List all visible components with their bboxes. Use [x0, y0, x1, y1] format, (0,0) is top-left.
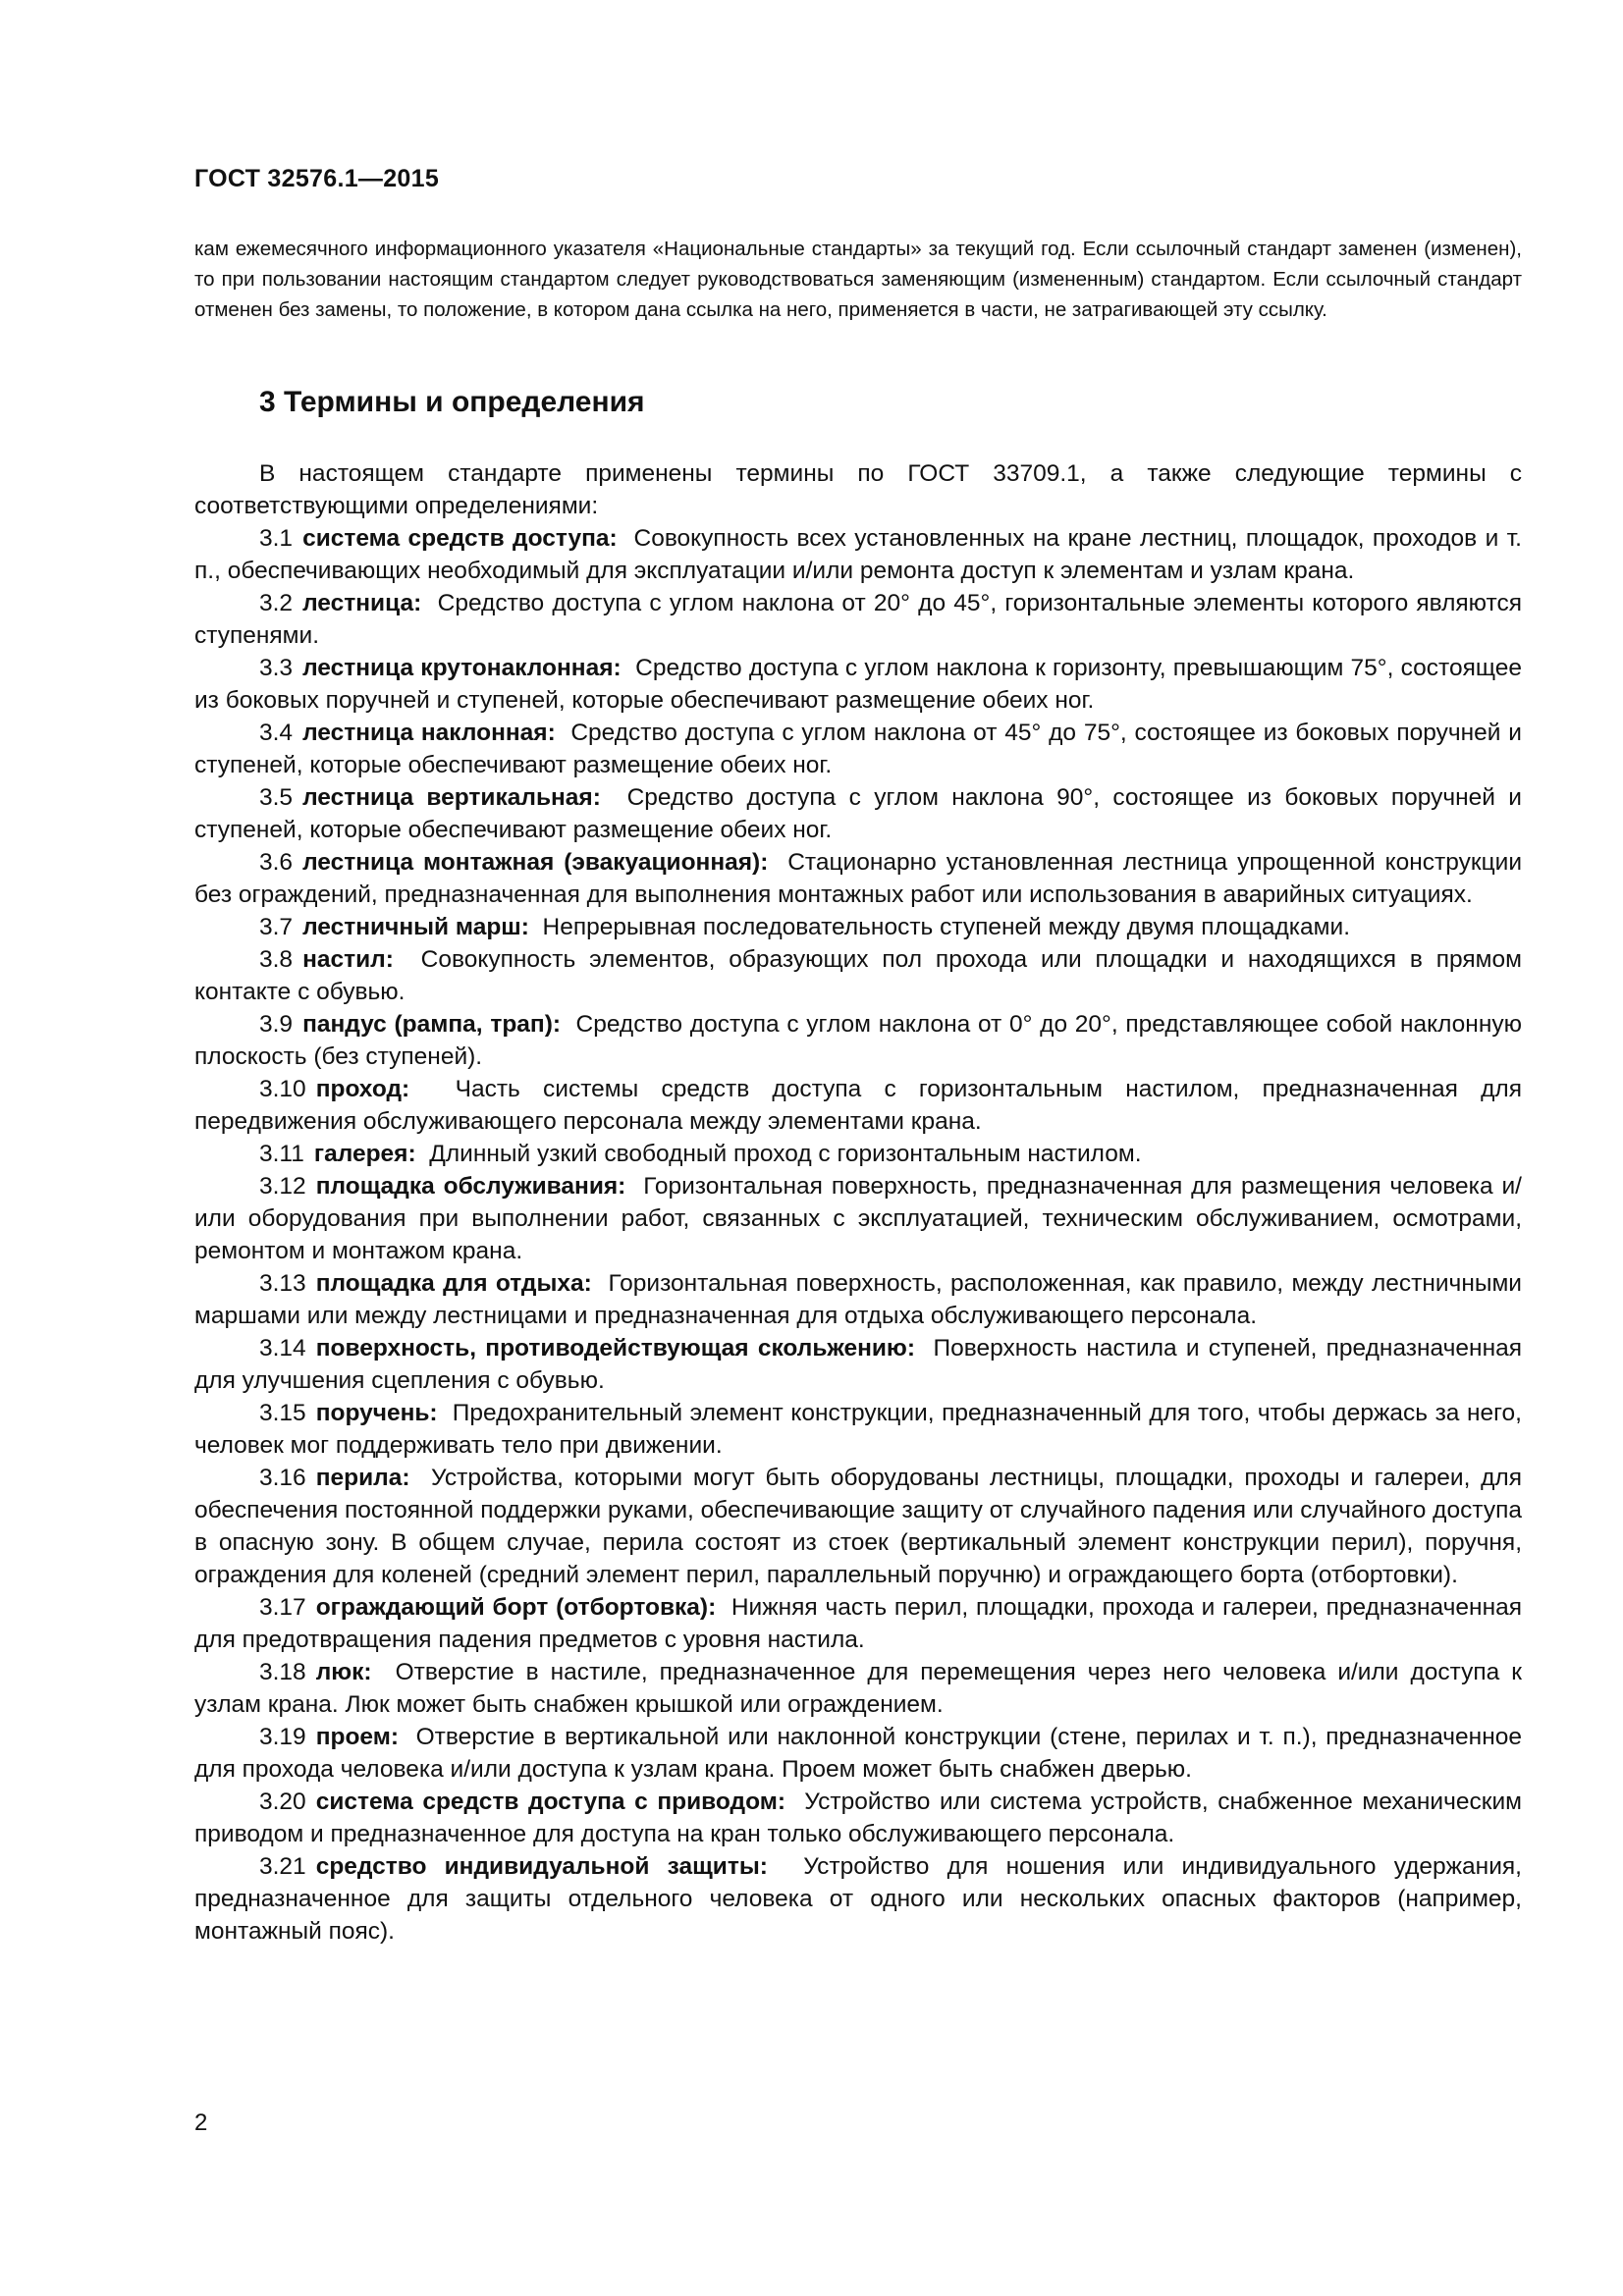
term-definition: Средство доступа с углом наклона 90°, состоящее из боковых поручней и ступеней, которые обеспечивают размещение обеих ног. [194, 784, 1522, 843]
intro-paragraph: кам ежемесячного информационного указателя «Национальные стандарты» за текущий год. Если ссылочный стандарт заменен (изменен), то при пользовании настоящим стандартом следует руководствоваться заменяющим (измененным) стандартом. Если ссылочный стандарт отменен без замены, то положение, в котором дана ссылка на него, применяется в части, не затрагивающей эту ссылку. [194, 238, 1522, 321]
document-header: ГОСТ 32576.1—2015 [194, 165, 440, 192]
term-name: настил: [302, 946, 394, 973]
term-entry [194, 717, 1522, 781]
term-entry [194, 1008, 1522, 1073]
term-name: поверхность, противодействующая скольжению: [315, 1335, 916, 1362]
term-number: 3.1 [259, 525, 294, 552]
term-entry [194, 1170, 1522, 1267]
term-name: проем: [315, 1724, 400, 1750]
term-entry [194, 1786, 1522, 1850]
term-entry [194, 911, 1522, 943]
term-entry [194, 943, 1522, 1008]
term-number: 3.20 [259, 1789, 306, 1815]
term-entry [194, 1850, 1522, 1948]
term-definition: Средство доступа с углом наклона от 20° до 45°, горизонтальные элементы которого являются ступенями. [194, 590, 1522, 649]
term-definition: Непрерывная последовательность ступеней между двумя площадками. [542, 914, 1351, 940]
term-entry [194, 1332, 1522, 1397]
term-number: 3.7 [259, 914, 294, 940]
term-number: 3.16 [259, 1465, 306, 1491]
term-entry [194, 1462, 1522, 1591]
term-number: 3.21 [259, 1853, 306, 1880]
terms-list [194, 522, 1522, 1948]
term-definition: Совокупность всех установленных на кране лестниц, площадок, проходов и т. п., обеспечивающих необходимый для эксплуатации и/или ремонта доступ к элементам и узлам крана. [194, 525, 1522, 584]
term-definition: Устройства, которыми могут быть оборудованы лестницы, площадки, проходы и галереи, для обеспечения постоянной поддержки руками, обеспечивающие защиту от случайного падения или случайного доступа в опасную зону. В общем случае, перила состоят из стоек (вертикальный элемент конструкции перил), поручня, ограждения для коленей (средний элемент перил, параллельный поручню) и ограждающего борта (отбортовки). [194, 1465, 1522, 1588]
term-name: система средств доступа: [302, 525, 618, 552]
term-name: проход: [315, 1076, 410, 1102]
term-entry [194, 1138, 1522, 1170]
term-entry [194, 1721, 1522, 1786]
term-name: система средств доступа с приводом: [315, 1789, 785, 1815]
terms-body [194, 457, 1522, 1948]
term-name: ограждающий борт (отбортовка): [315, 1594, 717, 1621]
term-definition: Средство доступа с углом наклона от 0° до 20°, представляющее собой наклонную плоскость (без ступеней). [194, 1011, 1522, 1070]
term-name: лестница монтажная (эвакуационная): [302, 849, 769, 876]
term-number: 3.4 [259, 720, 294, 746]
term-definition: Нижняя часть перил, площадки, прохода и галереи, предназначенная для предотвращения падения предметов с уровня настила. [194, 1594, 1522, 1653]
term-number: 3.18 [259, 1659, 306, 1685]
term-entry [194, 1073, 1522, 1138]
term-number: 3.6 [259, 849, 294, 876]
lead-paragraph: В настоящем стандарте применены термины по ГОСТ 33709.1, а также следующие термины с соответствующими определениями: [194, 460, 1522, 519]
term-number: 3.19 [259, 1724, 306, 1750]
term-number: 3.13 [259, 1270, 306, 1297]
term-definition: Горизонтальная поверхность, расположенная, как правило, между лестничными маршами или между лестницами и предназначенная для отдыха обслуживающего персонала. [194, 1270, 1522, 1329]
term-definition: Предохранительный элемент конструкции, предназначенный для того, чтобы держась за него, человек мог поддерживать тело при движении. [194, 1400, 1522, 1459]
term-name: площадка обслуживания: [315, 1173, 626, 1200]
page-number: 2 [194, 2109, 208, 2136]
term-name: лестница: [302, 590, 422, 616]
term-number: 3.14 [259, 1335, 306, 1362]
term-definition: Часть системы средств доступа с горизонтальным настилом, предназначенная для передвижения обслуживающего персонала между элементами крана. [194, 1076, 1522, 1135]
term-number: 3.10 [259, 1076, 306, 1102]
term-entry [194, 1656, 1522, 1721]
term-number: 3.9 [259, 1011, 294, 1038]
term-definition: Отверстие в настиле, предназначенное для перемещения через него человека и/или доступа к узлам крана. Люк может быть снабжен крышкой или ограждением. [194, 1659, 1522, 1718]
term-definition: Отверстие в вертикальной или наклонной конструкции (стене, перилах и т. п.), предназначенное для прохода человека и/или доступа к узлам крана. Проем может быть снабжен дверью. [194, 1724, 1522, 1783]
term-entry [194, 522, 1522, 587]
term-entry [194, 846, 1522, 911]
term-number: 3.11 [259, 1141, 304, 1167]
term-definition: Стационарно установленная лестница упрощенной конструкции без ограждений, предназначенная для выполнения монтажных работ или использования в аварийных ситуациях. [194, 849, 1523, 908]
term-entry [194, 1267, 1522, 1332]
term-number: 3.2 [259, 590, 294, 616]
term-definition: Совокупность элементов, образующих пол прохода или площадки и находящихся в прямом контакте с обувью. [194, 946, 1522, 1005]
term-name: лестница вертикальная: [302, 784, 601, 811]
term-entry [194, 652, 1522, 717]
term-definition: Устройство или система устройств, снабженное механическим приводом и предназначенное для доступа на кран только обслуживающего персонала. [194, 1789, 1522, 1847]
term-name: пандус (рампа, трап): [302, 1011, 562, 1038]
term-name: площадка для отдыха: [315, 1270, 592, 1297]
term-definition: Средство доступа с углом наклона к горизонту, превышающим 75°, состоящее из боковых поручней и ступеней, которые обеспечивают размещение обеих ног. [194, 655, 1522, 714]
term-definition: Длинный узкий свободный проход с горизонтальным настилом. [429, 1141, 1142, 1167]
term-definition: Средство доступа с углом наклона от 45° до 75°, состоящее из боковых поручней и ступеней, которые обеспечивают размещение обеих ног. [194, 720, 1522, 778]
term-name: лестничный марш: [302, 914, 529, 940]
term-entry [194, 1397, 1522, 1462]
term-number: 3.8 [259, 946, 294, 973]
term-name: перила: [315, 1465, 410, 1491]
term-name: средство индивидуальной защиты: [315, 1853, 768, 1880]
term-number: 3.15 [259, 1400, 306, 1426]
term-entry [194, 1591, 1522, 1656]
term-name: поручень: [315, 1400, 438, 1426]
term-name: лестница наклонная: [302, 720, 556, 746]
term-number: 3.12 [259, 1173, 306, 1200]
term-definition: Горизонтальная поверхность, предназначенная для размещения человека и/или оборудования при выполнении работ, связанных с эксплуатацией, техническим обслуживанием, осмотрами, ремонтом и монтажом крана. [194, 1173, 1522, 1264]
term-definition: Поверхность настила и ступеней, предназначенная для улучшения сцепления с обувью. [194, 1335, 1522, 1394]
term-name: лестница крутонаклонная: [302, 655, 622, 681]
term-number: 3.3 [259, 655, 294, 681]
term-name: галерея: [313, 1141, 416, 1167]
term-number: 3.5 [259, 784, 294, 811]
term-entry [194, 781, 1522, 846]
term-number: 3.17 [259, 1594, 306, 1621]
section-title: 3 Термины и определения [259, 386, 645, 418]
term-name: люк: [315, 1659, 372, 1685]
term-definition: Устройство для ношения или индивидуального удержания, предназначенное для защиты отдельного человека от одного или нескольких опасных факторов (например, монтажный пояс). [194, 1853, 1522, 1945]
term-entry [194, 587, 1522, 652]
